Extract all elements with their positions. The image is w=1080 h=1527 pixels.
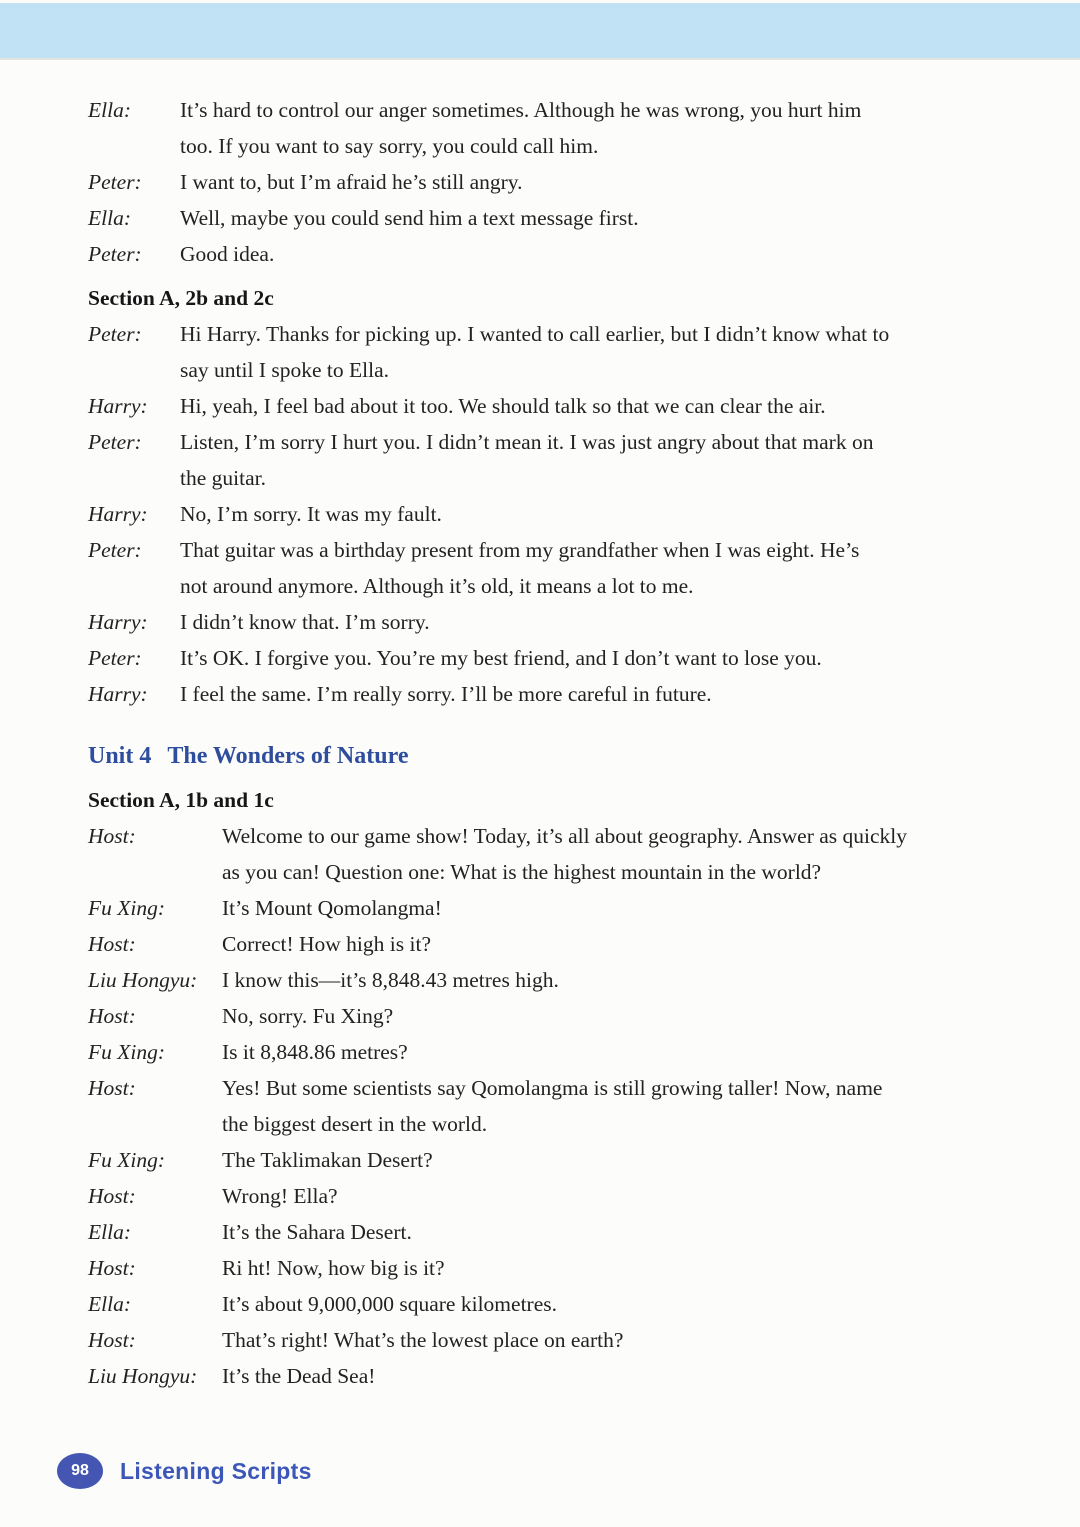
speaker-name: Host: (88, 1004, 136, 1028)
dialogue-line: Welcome to our game show! Today, it’s all about geography. Answer as quickly (222, 824, 908, 848)
dialogue-line: Listen, I’m sorry I hurt you. I didn’t mean it. I was just angry about that mark on (180, 430, 874, 454)
dialogue-block-section-a-2b-2c (88, 280, 990, 712)
speaker-name: Fu Xing: (88, 1148, 166, 1172)
speaker-name: Harry: (88, 502, 148, 526)
dialogue-text (180, 200, 990, 236)
dialogue-turn (88, 1034, 990, 1070)
speaker-name: Fu Xing: (88, 896, 166, 920)
dialogue-turn (88, 1322, 990, 1358)
top-decoration-bar (0, 3, 1080, 60)
dialogue-turn (88, 316, 990, 388)
dialogue-text (222, 818, 990, 890)
dialogue-text (222, 1358, 990, 1394)
speaker-name: Peter: (88, 646, 142, 670)
unit-heading (88, 738, 990, 774)
speaker-name: Host: (88, 1256, 136, 1280)
dialogue-line: too. If you want to say sorry, you could call him. (180, 134, 599, 158)
dialogue-line: It’s about 9,000,000 square kilometres. (222, 1292, 557, 1316)
dialogue-block-anger (88, 92, 990, 272)
dialogue-turn (88, 532, 990, 604)
dialogue-turn (88, 998, 990, 1034)
dialogue-text (222, 1070, 990, 1142)
dialogue-turn (88, 1142, 990, 1178)
dialogue-turn (88, 388, 990, 424)
dialogue-turn (88, 926, 990, 962)
dialogue-turn (88, 1214, 990, 1250)
speaker-name: Liu Hongyu: (88, 968, 198, 992)
dialogue-line: Is it 8,848.86 metres? (222, 1040, 408, 1064)
dialogue-line: The Taklimakan Desert? (222, 1148, 433, 1172)
page-footer (57, 1453, 312, 1489)
speaker-name: Host: (88, 824, 136, 848)
speaker-name: Liu Hongyu: (88, 1364, 198, 1388)
speaker-name: Ella: (88, 1220, 131, 1244)
dialogue-turn (88, 604, 990, 640)
speaker-name: Ella: (88, 1292, 131, 1316)
dialogue-line: I know this—it’s 8,848.43 metres high. (222, 968, 559, 992)
dialogue-line: Hi, yeah, I feel bad about it too. We should talk so that we can clear the air. (180, 394, 826, 418)
speaker-name: Fu Xing: (88, 1040, 166, 1064)
dialogue-turn (88, 164, 990, 200)
speaker-name: Peter: (88, 538, 142, 562)
section-heading: Section A, 2b and 2c (88, 286, 274, 310)
unit-title: The Wonders of Nature (167, 743, 409, 769)
dialogue-line: That’s right! What’s the lowest place on earth? (222, 1328, 624, 1352)
dialogue-line: Well, maybe you could send him a text message first. (180, 206, 639, 230)
dialogue-turns (88, 316, 990, 712)
speaker-name: Harry: (88, 610, 148, 634)
dialogue-line: No, sorry. Fu Xing? (222, 1004, 394, 1028)
dialogue-turn (88, 236, 990, 272)
dialogue-turn (88, 424, 990, 496)
dialogue-line: It’s hard to control our anger sometimes. Although he was wrong, you hurt him (180, 98, 862, 122)
footer-title: Listening Scripts (120, 1457, 312, 1484)
dialogue-turn (88, 496, 990, 532)
dialogue-line: Ri ht! Now, how big is it? (222, 1256, 445, 1280)
speaker-name: Harry: (88, 394, 148, 418)
dialogue-turn (88, 1250, 990, 1286)
dialogue-line: Good idea. (180, 242, 275, 266)
dialogue-turn (88, 1070, 990, 1142)
dialogue-line: I didn’t know that. I’m sorry. (180, 610, 430, 634)
dialogue-line: I want to, but I’m afraid he’s still angry. (180, 170, 523, 194)
dialogue-text (180, 164, 990, 200)
dialogue-turn (88, 962, 990, 998)
dialogue-text (222, 1322, 990, 1358)
dialogue-turn (88, 676, 990, 712)
speaker-name: Peter: (88, 322, 142, 346)
dialogue-turn (88, 640, 990, 676)
dialogue-text (222, 1286, 990, 1322)
dialogue-line: No, I’m sorry. It was my fault. (180, 502, 442, 526)
dialogue-line: It’s the Dead Sea! (222, 1364, 376, 1388)
dialogue-text (180, 532, 990, 604)
speaker-name: Harry: (88, 682, 148, 706)
dialogue-line: I feel the same. I’m really sorry. I’ll be more careful in future. (180, 682, 712, 706)
dialogue-line: That guitar was a birthday present from my grandfather when I was eight. He’s (180, 538, 860, 562)
dialogue-text (180, 640, 990, 676)
dialogue-line: say until I spoke to Ella. (180, 358, 389, 382)
dialogue-turn (88, 818, 990, 890)
dialogue-turn (88, 1178, 990, 1214)
dialogue-turn (88, 92, 990, 164)
dialogue-line: It’s the Sahara Desert. (222, 1220, 412, 1244)
dialogue-text (222, 1034, 990, 1070)
dialogue-text (222, 998, 990, 1034)
dialogue-text (222, 962, 990, 998)
dialogue-text (180, 388, 990, 424)
dialogue-text (180, 676, 990, 712)
speaker-name: Peter: (88, 430, 142, 454)
section-heading: Section A, 1b and 1c (88, 788, 274, 812)
speaker-name: Peter: (88, 242, 142, 266)
dialogue-line: as you can! Question one: What is the highest mountain in the world? (222, 860, 822, 884)
page-number-badge (57, 1453, 103, 1489)
speaker-name: Host: (88, 1328, 136, 1352)
dialogue-text (222, 890, 990, 926)
dialogue-text (180, 236, 990, 272)
dialogue-turn (88, 890, 990, 926)
dialogue-turn (88, 1286, 990, 1322)
dialogue-turn (88, 1358, 990, 1394)
dialogue-line: Hi Harry. Thanks for picking up. I wanted to call earlier, but I didn’t know what to (180, 322, 890, 346)
dialogue-line: It’s OK. I forgive you. You’re my best friend, and I don’t want to lose you. (180, 646, 822, 670)
speaker-name: Peter: (88, 170, 142, 194)
dialogue-line: not around anymore. Although it’s old, it means a lot to me. (180, 574, 694, 598)
dialogue-text (222, 1142, 990, 1178)
dialogue-text (222, 1178, 990, 1214)
dialogue-line: Wrong! Ella? (222, 1184, 338, 1208)
speaker-name: Host: (88, 932, 136, 956)
dialogue-text (222, 1214, 990, 1250)
dialogue-text (222, 1250, 990, 1286)
dialogue-text (180, 424, 990, 496)
dialogue-line: It’s Mount Qomolangma! (222, 896, 442, 920)
speaker-name: Host: (88, 1076, 136, 1100)
dialogue-turn (88, 200, 990, 236)
speaker-name: Host: (88, 1184, 136, 1208)
dialogue-text (180, 604, 990, 640)
dialogue-text (180, 496, 990, 532)
dialogue-line: Correct! How high is it? (222, 932, 431, 956)
dialogue-line: the biggest desert in the world. (222, 1112, 488, 1136)
dialogue-turns (88, 92, 990, 272)
dialogue-line: Yes! But some scientists say Qomolangma is still growing taller! Now, name (222, 1076, 883, 1100)
unit-number: Unit 4 (88, 743, 152, 769)
speaker-name: Ella: (88, 98, 131, 122)
page-number: 98 (71, 1462, 89, 1479)
script-content (88, 92, 990, 1394)
dialogue-text (222, 926, 990, 962)
dialogue-line: the guitar. (180, 466, 266, 490)
dialogue-text (180, 316, 990, 388)
speaker-name: Ella: (88, 206, 131, 230)
dialogue-turns (88, 818, 990, 1394)
dialogue-text (180, 92, 990, 164)
dialogue-block-section-a-1b-1c (88, 782, 990, 1394)
